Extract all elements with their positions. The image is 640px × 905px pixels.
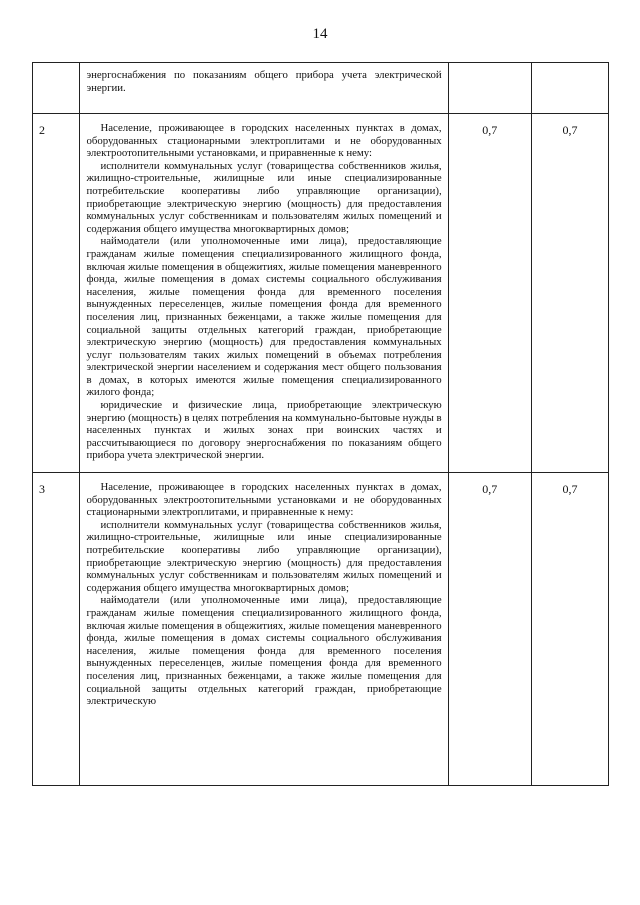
paragraph: Население, проживающее в городских населенных пунктах в домах, оборудованных стационарными электроплитами и не оборудованных электроотопительными установками, и приравненные к нему: (86, 122, 442, 160)
row-description (80, 63, 448, 114)
paragraph: юридические и физические лица, приобретающие электрическую энергию (мощность) в целях потребления на коммунально-бытовые нужды в населенных пунктах и жилых зонах при воинских частях и рассчитывающиеся по договору энергоснабжения по показаниям общего прибора учета электрической энергии. (86, 399, 442, 462)
page-number: 14 (312, 26, 328, 42)
row-description (80, 473, 448, 786)
paragraph: наймодатели (или уполномоченные ими лица), предоставляющие гражданам жилые помещения специализированного жилищного фонда, включая жилые помещения в общежитиях, жилые помещения маневренного фонда, жилые помещения в домах системы социального обслуживания населения, жилые помещения фонда для временного поселения вынужденных переселенцев, жилые помещения фонда для временного поселения лиц, признанных беженцами, а также жилые помещения для социальной защиты отдельных категорий граждан, приобретающие электрическую (86, 594, 442, 708)
table-row (33, 114, 609, 473)
row-number: 3 (33, 473, 80, 786)
row-value-1 (448, 63, 531, 114)
row-number (33, 63, 80, 114)
paragraph: энергоснабжения по показаниям общего прибора учета электрической энергии. (86, 69, 442, 94)
paragraph: наймодатели (или уполномоченные ими лица), предоставляющие гражданам жилые помещения специализированного жилищного фонда, включая жилые помещения в общежитиях, жилые помещения маневренного фонда, жилые помещения в домах системы социального обслуживания населения, жилые помещения фонда для временного поселения вынужденных переселенцев, жилые помещения фонда для временного поселения лиц, признанных беженцами, а также жилые помещения для социальной защиты отдельных категорий граждан, приобретающие электрическую энергию (мощность) для предоставления коммунальных услуг пользователям таких жилых помещений в объемах потребления электрической энергии населением и содержания мест общего пользования в домах, в которых имеются жилые помещения специализированного жилого фонда; (86, 235, 442, 399)
row-value-1: 0,7 (448, 473, 531, 786)
row-value-2: 0,7 (531, 473, 608, 786)
tariff-table (32, 62, 609, 786)
row-number: 2 (33, 114, 80, 473)
paragraph: исполнители коммунальных услуг (товарищества собственников жилья, жилищно-строительные, жилищные или иные специализированные потребительские кооперативы либо управляющие организации), приобретающие электрическую энергию (мощность) для предоставления коммунальных услуг собственникам и пользователям жилых помещений и содержания общего имущества многоквартирных домов; (86, 159, 442, 235)
row-value-1: 0,7 (448, 114, 531, 473)
paragraph: исполнители коммунальных услуг (товарищества собственников жилья, жилищно-строительные, жилищные или иные специализированные потребительские кооперативы либо управляющие организации), приобретающие электрическую энергию (мощность) для предоставления коммунальных услуг собственникам и пользователям жилых помещений и содержания общего имущества многоквартирных домов; (86, 518, 442, 594)
table-row (33, 63, 609, 114)
row-description (80, 114, 448, 473)
row-value-2: 0,7 (531, 114, 608, 473)
row-value-2 (531, 63, 608, 114)
paragraph: Население, проживающее в городских населенных пунктах в домах, оборудованных электроотопительными установками и не оборудованных стационарными электроплитами, и приравненные к нему: (86, 481, 442, 519)
table-row (33, 473, 609, 786)
